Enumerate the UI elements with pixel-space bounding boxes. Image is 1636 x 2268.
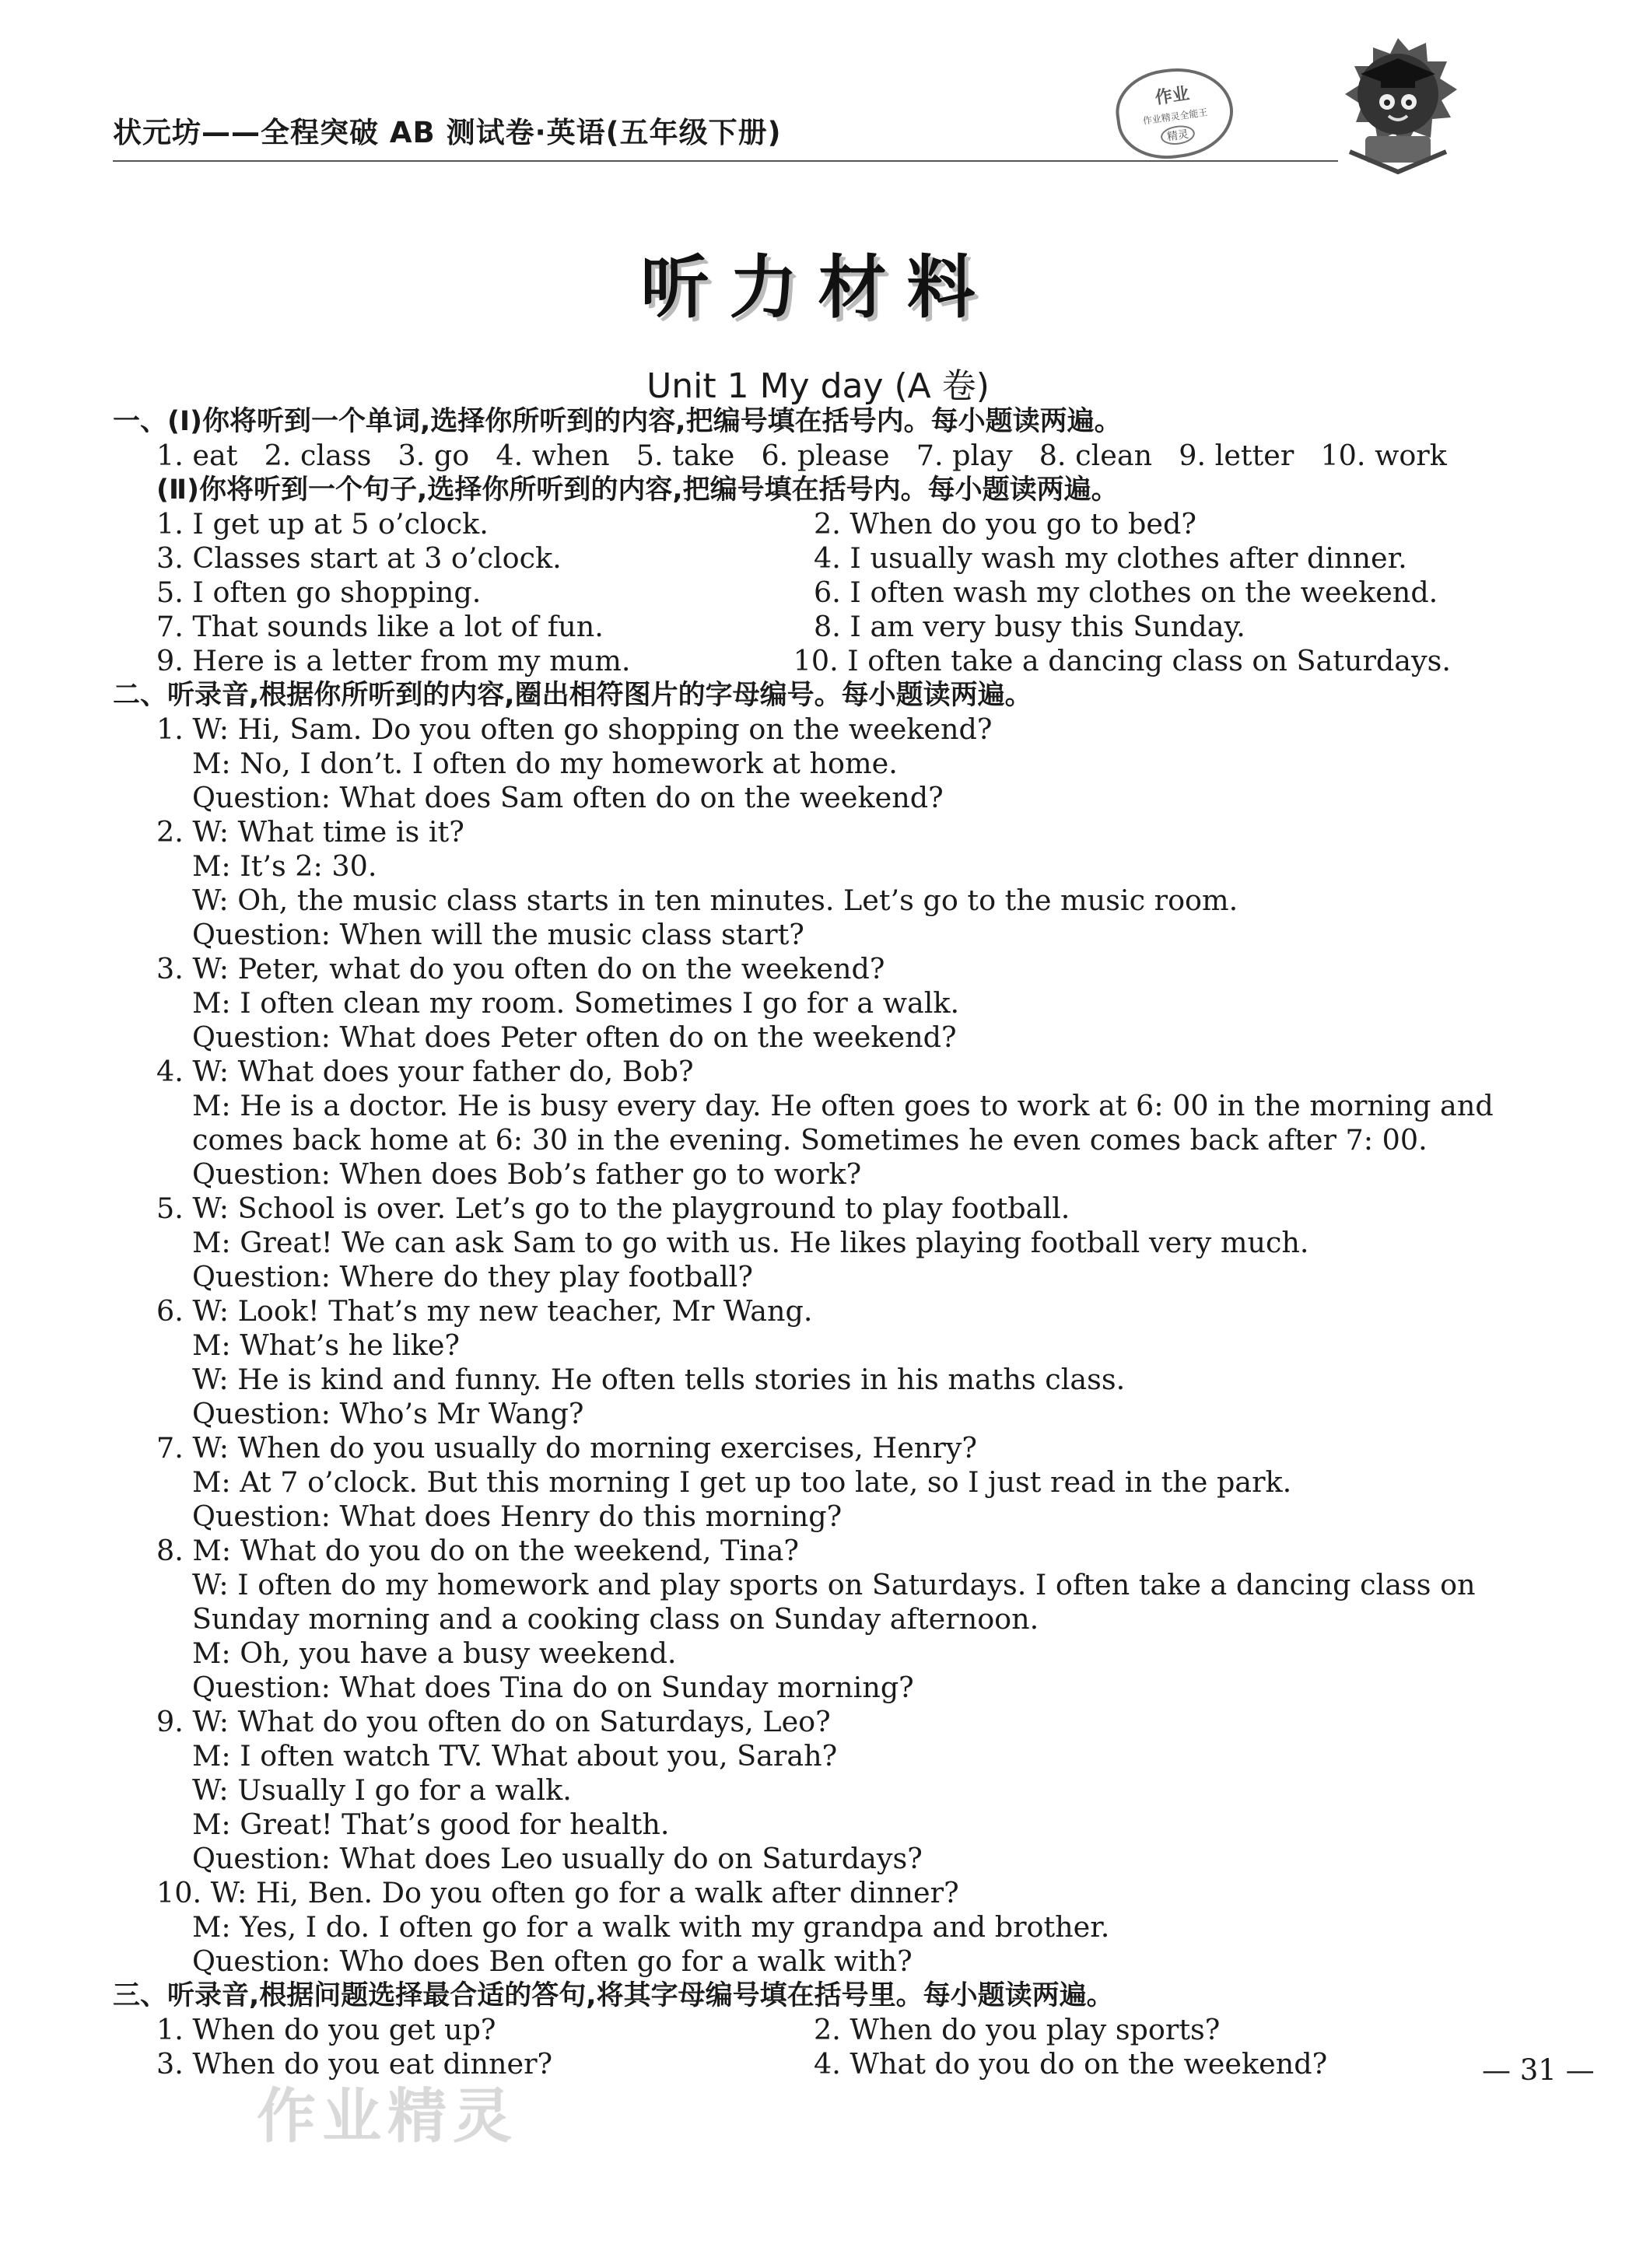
- question-row: [113, 2013, 1451, 2047]
- question-item: 2. When do you play sports?: [814, 2013, 1221, 2046]
- stamp-line-2: 作业精灵全能王: [1141, 106, 1209, 127]
- sentence-row: [113, 541, 1451, 576]
- dialog-question: Question: What does Peter often do on the weekend?: [192, 1020, 957, 1054]
- sentence-item: 2. When do you go to bed?: [814, 507, 1196, 541]
- dialog-line: M: I often watch TV. What about you, Sarah?: [192, 1739, 838, 1773]
- word-item: 3. go: [398, 439, 470, 472]
- unit-title: Unit 1 My day (A 卷): [646, 366, 990, 406]
- word-item: 2. class: [264, 439, 372, 472]
- sentence-row: [113, 576, 1451, 610]
- dialog-line: 5. W: School is over. Let’s go to the playground to play football.: [156, 1192, 1070, 1225]
- dialog-line: W: Usually I go for a walk.: [192, 1773, 572, 1807]
- dialog-question: Question: Who’s Mr Wang?: [192, 1397, 584, 1430]
- dialog-question: Question: What does Sam often do on the weekend?: [192, 781, 944, 814]
- stamp-line-3: 精灵: [1159, 123, 1196, 146]
- dialog-line: M: I often clean my room. Sometimes I go for a walk.: [192, 986, 960, 1020]
- sentence-item: 1. I get up at 5 o’clock.: [156, 507, 489, 541]
- dialog-line: M: What’s he like?: [192, 1328, 461, 1362]
- dialog-line: W: Oh, the music class starts in ten minutes. Let’s go to the music room.: [192, 884, 1238, 917]
- section-3-heading: 三、听录音,根据问题选择最合适的答句,将其字母编号填在括号里。每小题读两遍。: [113, 1980, 1114, 2011]
- word-item: 10. work: [1320, 439, 1447, 472]
- dialog-line: 3. W: Peter, what do you often do on the weekend?: [156, 952, 885, 985]
- sentence-item: 8. I am very busy this Sunday.: [814, 610, 1245, 643]
- dialog-line: M: It’s 2: 30.: [192, 849, 377, 883]
- header-rule: [113, 160, 1338, 162]
- dialog-line: M: No, I don’t. I often do my homework at home.: [192, 747, 898, 780]
- question-item: 4. What do you do on the weekend?: [814, 2047, 1328, 2081]
- page-number: — 31 —: [1482, 2053, 1595, 2087]
- dialog-line: M: Oh, you have a busy weekend.: [192, 1636, 677, 1670]
- dialog-question: Question: What does Henry do this morning?: [192, 1500, 843, 1533]
- dialog-question: Question: When will the music class start?: [192, 918, 804, 951]
- section-1-heading: 一、(Ⅰ)你将听到一个单词,选择你所听到的内容,把编号填在括号内。每小题读两遍。: [113, 406, 1122, 437]
- word-item: 9. letter: [1179, 439, 1294, 472]
- dialog-line: M: Great! That’s good for health.: [192, 1808, 670, 1841]
- sentence-item: 10. I often take a dancing class on Saturdays.: [793, 644, 1451, 677]
- dialog-line: M: Yes, I do. I often go for a walk with my grandpa and brother.: [192, 1910, 1110, 1944]
- page-title: 听力材料: [640, 247, 996, 327]
- sentence-item: 6. I often wash my clothes on the weekend.: [814, 576, 1438, 609]
- dialog-line: 10. W: Hi, Ben. Do you often go for a walk after dinner?: [156, 1876, 959, 1909]
- dialog-line: 7. W: When do you usually do morning exercises, Henry?: [156, 1431, 977, 1465]
- listening-script: [113, 404, 1494, 2081]
- dialog-question: Question: When does Bob’s father go to work?: [192, 1157, 862, 1191]
- word-list: [113, 439, 1451, 473]
- word-item: 6. please: [761, 439, 890, 472]
- sentence-row: [113, 507, 1451, 541]
- sentence-row: [113, 644, 1451, 678]
- dialog-question: Question: What does Leo usually do on Saturdays?: [192, 1842, 923, 1875]
- word-item: 7. play: [916, 439, 1013, 472]
- dialog-line: 9. W: What do you often do on Saturdays, Leo?: [156, 1705, 831, 1738]
- dialog-line: M: At 7 o’clock. But this morning I get up too late, so I just read in the park.: [192, 1465, 1292, 1499]
- sentence-item: 5. I often go shopping.: [156, 576, 482, 609]
- question-item: 3. When do you eat dinner?: [156, 2047, 553, 2081]
- dialog-line: 4. W: What does your father do, Bob?: [156, 1055, 694, 1088]
- word-item: 1. eat: [156, 439, 238, 472]
- dialog-line: W: He is kind and funny. He often tells stories in his maths class.: [192, 1363, 1126, 1396]
- dialog-line: M: He is a doctor. He is busy every day. He often goes to work at 6: 00 in the morning and: [192, 1089, 1494, 1122]
- dialog-question: Question: Where do they play football?: [192, 1260, 753, 1293]
- running-header: 状元坊——全程突破 AB 测试卷·英语(五年级下册): [113, 116, 782, 149]
- dialog-question: Question: Who does Ben often go for a walk with?: [192, 1944, 913, 1978]
- sentence-row: [113, 610, 1451, 644]
- section-2-heading: 二、听录音,根据你所听到的内容,圈出相符图片的字母编号。每小题读两遍。: [113, 680, 1032, 711]
- word-item: 8. clean: [1039, 439, 1153, 472]
- stamp-line-1: 作业: [1154, 83, 1191, 108]
- question-item: 1. When do you get up?: [156, 2013, 496, 2046]
- dialog-line: W: I often do my homework and play sports on Saturdays. I often take a dancing class on: [192, 1568, 1476, 1601]
- section-1-subheading: (Ⅱ)你将听到一个句子,选择你所听到的内容,把编号填在括号内。每小题读两遍。: [156, 474, 1119, 506]
- word-item: 4. when: [496, 439, 610, 472]
- sentence-item: 7. That sounds like a lot of fun.: [156, 610, 604, 643]
- dialog-line: 2. W: What time is it?: [156, 815, 464, 849]
- dialog-line: 1. W: Hi, Sam. Do you often go shopping on the weekend?: [156, 712, 993, 746]
- dialog-line: 8. M: What do you do on the weekend, Tina?: [156, 1534, 799, 1567]
- dialog-line: Sunday morning and a cooking class on Sunday afternoon.: [192, 1602, 1039, 1636]
- dialog-line: comes back home at 6: 30 in the evening. Sometimes he even comes back after 7: 00.: [192, 1123, 1428, 1157]
- sentence-item: 4. I usually wash my clothes after dinner.: [814, 541, 1407, 575]
- dialog-line: M: Great! We can ask Sam to go with us. He likes playing football very much.: [192, 1226, 1309, 1259]
- sentence-item: 9. Here is a letter from my mum.: [156, 644, 631, 677]
- dialog-question: Question: What does Tina do on Sunday morning?: [192, 1671, 914, 1704]
- sentence-item: 3. Classes start at 3 o’clock.: [156, 541, 562, 575]
- publisher-stamp: [1111, 61, 1239, 166]
- dialog-line: 6. W: Look! That’s my new teacher, Mr Wang.: [156, 1294, 813, 1328]
- watermark: 作业精灵: [257, 2081, 518, 2151]
- word-item: 5. take: [636, 439, 735, 472]
- graduate-emblem-icon: [1334, 35, 1463, 179]
